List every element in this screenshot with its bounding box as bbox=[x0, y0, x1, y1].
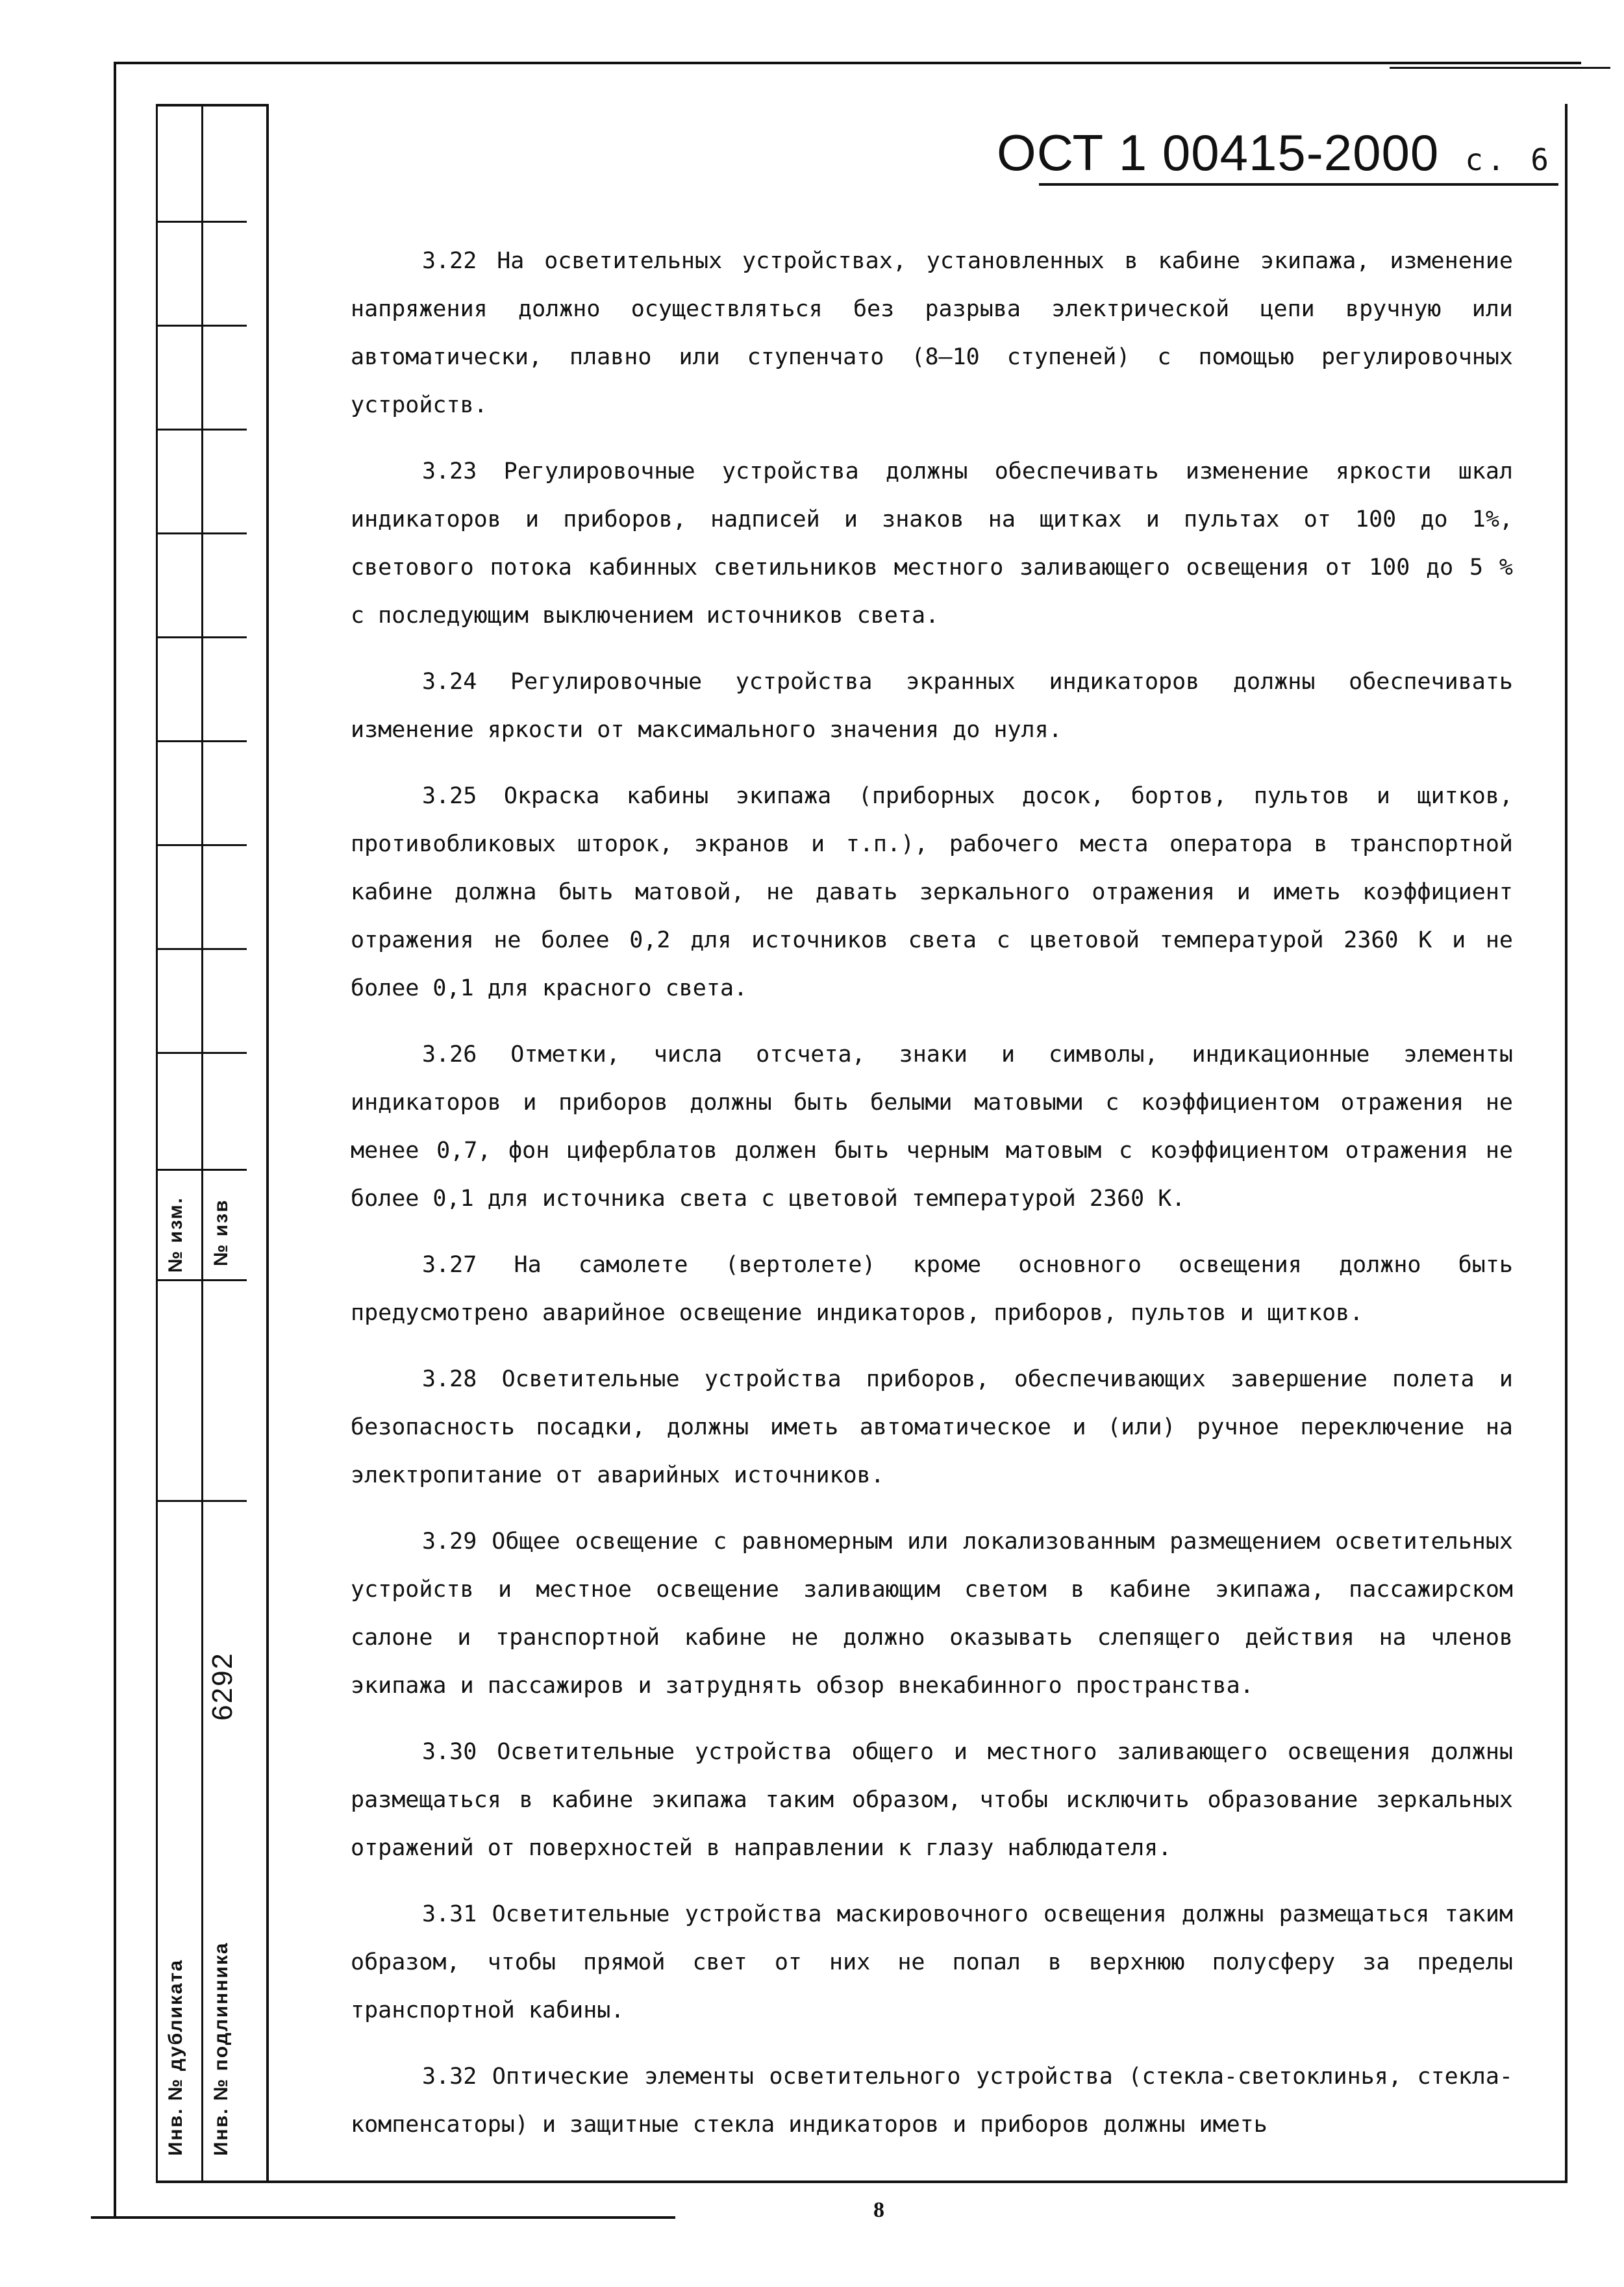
clause-text: Осветительные устройства общего и местного заливающего освещения должны размещаться в кабине экипажа таким образом, чтобы исключить образование зеркальных отражений от поверхностей в направлении к глазу наблюдателя. bbox=[351, 1739, 1513, 1861]
header-underline bbox=[1039, 183, 1558, 186]
clause-number: 3.32 bbox=[422, 2064, 477, 2090]
stamp-cell-divider bbox=[156, 325, 247, 327]
frame-top-right-dash bbox=[1390, 67, 1610, 69]
footer-page-number: 8 bbox=[873, 2198, 884, 2222]
paragraph-3-23 bbox=[351, 447, 1513, 640]
paragraph-3-29 bbox=[351, 1518, 1513, 1710]
izm-label: № изм. bbox=[165, 1197, 186, 1273]
stamp-cell-divider bbox=[156, 429, 247, 431]
stamp-cell-divider bbox=[156, 948, 247, 950]
stamp-cell-divider bbox=[156, 740, 247, 742]
clause-number: 3.22 bbox=[422, 248, 477, 274]
podlinnik-number: 6292 bbox=[206, 1652, 238, 1721]
clause-number: 3.30 bbox=[422, 1739, 477, 1765]
clause-text: На самолете (вертолете) кроме основного освещения должно быть предусмотрено аварийное освещение индикаторов, приборов, пультов и щитков. bbox=[351, 1252, 1513, 1326]
paragraph-3-22 bbox=[351, 237, 1513, 429]
clause-text: Окраска кабины экипажа (приборных досок, бортов, пультов и щитков, противобликовых шторок, экранов и т.п.), рабочего места оператора в транспортной кабине должна быть матовой, не давать зеркального отражения и иметь коэффициент отражения не более 0,2 для источников света с цветовой температурой 2360 К и не более 0,1 для красного света. bbox=[351, 783, 1513, 1001]
clause-text: Оптические элементы осветительного устройства (стекла-светоклинья, стекла-компенсаторы) и защитные стекла индикаторов и приборов должны иметь bbox=[351, 2064, 1513, 2138]
stamp-cell-divider bbox=[156, 532, 247, 534]
clause-number: 3.24 bbox=[422, 669, 477, 695]
clause-number: 3.23 bbox=[422, 458, 477, 484]
paragraph-3-32 bbox=[351, 2053, 1513, 2149]
clause-text: Общее освещение с равномерным или локализованным размещением осветительных устройств и местное освещение заливающим светом в кабине экипажа, пассажирском салоне и транспортной кабине не должно оказывать слепящего действия на членов экипажа и пассажиров и затруднять обзор внекабинного пространства. bbox=[351, 1529, 1514, 1699]
binding-stamp-table bbox=[156, 104, 247, 2182]
document-code: ОСТ 1 00415-2000 bbox=[997, 124, 1440, 181]
stamp-column-2 bbox=[201, 104, 249, 2182]
paragraph-3-30 bbox=[351, 1728, 1513, 1872]
frame-left-line bbox=[114, 62, 116, 2218]
stamp-cell-divider bbox=[156, 1279, 247, 1281]
dublikat-inventory-label: Инв. № дубликата bbox=[165, 1958, 186, 2156]
clause-number: 3.26 bbox=[422, 1042, 477, 1068]
paragraph-3-25 bbox=[351, 772, 1513, 1012]
stamp-cell-divider bbox=[156, 221, 247, 223]
paragraph-3-24 bbox=[351, 658, 1513, 754]
stamp-column-1 bbox=[156, 104, 203, 2182]
clause-number: 3.28 bbox=[422, 1366, 477, 1392]
document-body bbox=[351, 237, 1513, 2167]
clause-text: Осветительные устройства приборов, обеспечивающих завершение полета и безопасность посадки, должны иметь автоматическое и (или) ручное переключение на электропитание от аварийных источников. bbox=[351, 1366, 1513, 1488]
clause-text: Регулировочные устройства экранных индикаторов должны обеспечивать изменение яркости от максимального значения до нуля. bbox=[351, 669, 1513, 743]
paragraph-3-31 bbox=[351, 1890, 1513, 2034]
podlinnik-inventory-label: Инв. № подлинника bbox=[210, 1942, 232, 2156]
paragraph-3-27 bbox=[351, 1241, 1513, 1337]
page-label: с. 6 bbox=[1465, 142, 1553, 177]
frame-bottom-line bbox=[91, 2216, 675, 2219]
stamp-cell-divider bbox=[156, 636, 247, 638]
clause-number: 3.27 bbox=[422, 1252, 477, 1278]
paragraph-3-28 bbox=[351, 1355, 1513, 1499]
izv-label: № изв bbox=[210, 1199, 232, 1266]
paragraph-3-26 bbox=[351, 1031, 1513, 1223]
stamp-cell-divider bbox=[156, 1169, 247, 1171]
clause-text: Регулировочные устройства должны обеспечивать изменение яркости шкал индикаторов и приборов, надписей и знаков на щитках и пультах от 100 до 1%, светового потока кабинных светильников местного заливающего освещения от 100 до 5 % с последующим выключением источников света. bbox=[351, 458, 1513, 629]
clause-text: Осветительные устройства маскировочного освещения должны размещаться таким образом, чтобы прямой свет от них не попал в верхнюю полусферу за пределы транспортной кабины. bbox=[351, 1901, 1513, 2023]
clause-number: 3.25 bbox=[422, 783, 477, 809]
stamp-cell-divider bbox=[156, 1500, 247, 1502]
frame-top-line bbox=[114, 62, 1581, 64]
clause-text: Отметки, числа отсчета, знаки и символы, индикационные элементы индикаторов и приборов должны быть белыми матовыми с коэффициентом отражения не менее 0,7, фон циферблатов должен быть черным матовым с коэффициентом отражения не более 0,1 для источника света с цветовой температурой 2360 К. bbox=[351, 1042, 1513, 1212]
inner-frame-bottom bbox=[156, 2181, 1568, 2183]
clause-number: 3.29 bbox=[422, 1529, 477, 1555]
clause-number: 3.31 bbox=[422, 1901, 477, 1927]
clause-text: На осветительных устройствах, установленных в кабине экипажа, изменение напряжения должно осуществляться без разрыва электрической цепи вручную или автоматически, плавно или ступенчато (8–10 ступеней) с помощью регулировочных устройств. bbox=[351, 248, 1513, 418]
page-header bbox=[997, 123, 1553, 182]
inner-frame-right bbox=[1565, 104, 1568, 2182]
inner-frame-left bbox=[266, 104, 269, 2182]
stamp-cell-divider bbox=[156, 1052, 247, 1054]
stamp-cell-divider bbox=[156, 844, 247, 846]
